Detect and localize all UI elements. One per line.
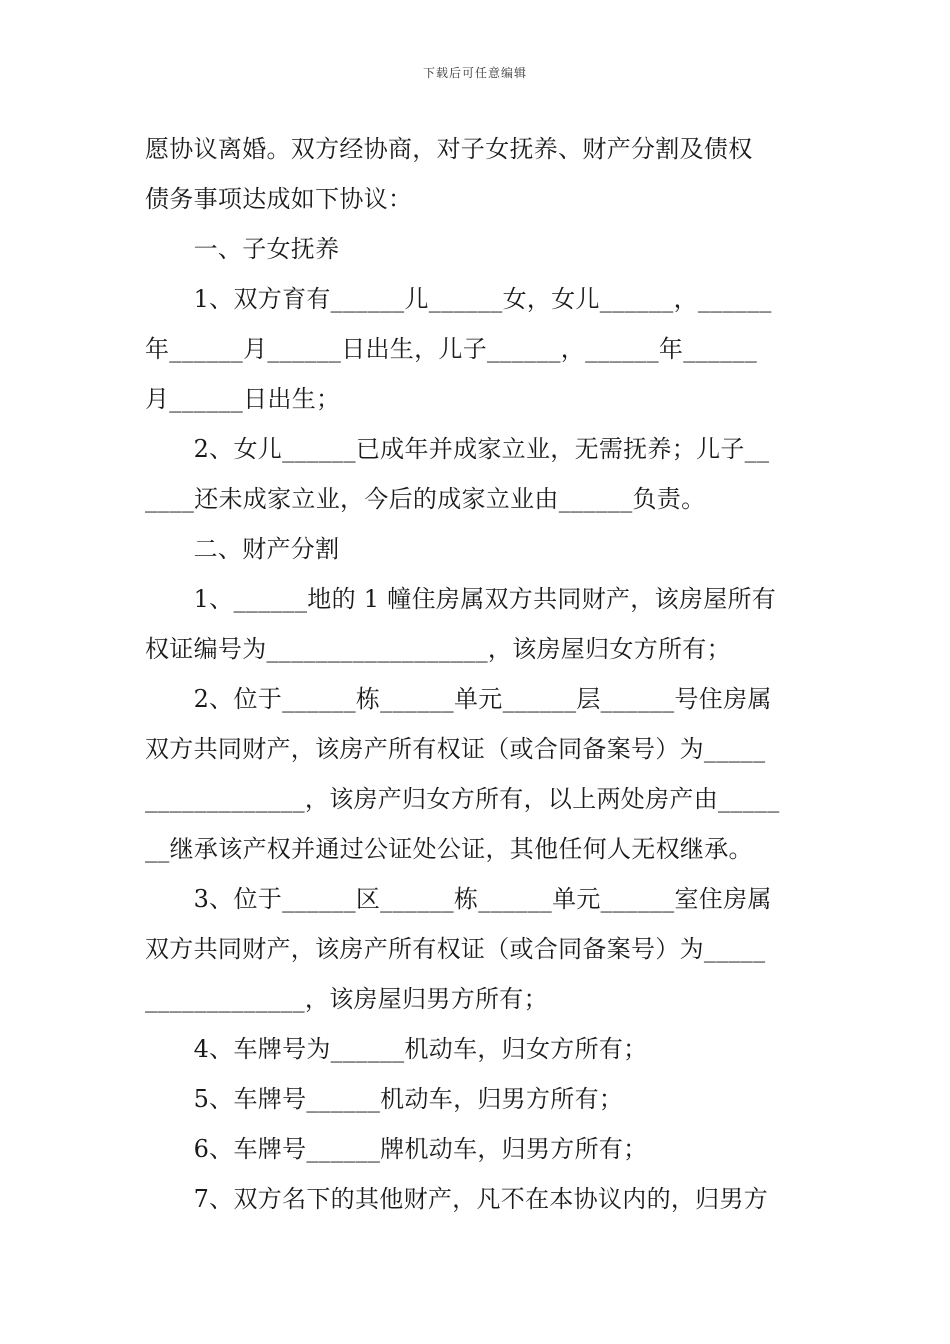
text-line: 双方共同财产，该房产所有权证（或合同备案号）为_____: [145, 935, 766, 963]
text-line: 1、______地的 1 幢住房属双方共同财产，该房屋所有: [145, 585, 777, 613]
text-line: 3、位于______区______栋______单元______室住房属: [145, 885, 772, 913]
text-line: _____________，该房产归女方所有，以上两处房产由_____: [145, 785, 780, 813]
text-line: 月______日出生；: [145, 385, 341, 413]
text-line: 5、车牌号______机动车，归男方所有；: [145, 1085, 624, 1113]
text-line: 4、车牌号为______机动车，归女方所有；: [145, 1035, 648, 1063]
text-line: _____________，该房屋归男方所有；: [145, 985, 548, 1013]
text-line: 双方共同财产，该房产所有权证（或合同备案号）为_____: [145, 735, 766, 763]
text-line: 债务事项达成如下协议：: [145, 185, 413, 213]
text-line: 权证编号为__________________，该房屋归女方所有；: [145, 635, 731, 663]
text-line: 2、女儿______已成年并成家立业，无需抚养；儿子__: [145, 435, 770, 463]
text-line: 愿协议离婚。双方经协商，对子女抚养、财产分割及债权: [145, 135, 753, 163]
text-line: __继承该产权并通过公证处公证，其他任何人无权继承。: [145, 835, 753, 863]
text-line: ____还未成家立业，今后的成家立业由______负责。: [145, 485, 706, 513]
section-heading: 一、子女抚养: [145, 235, 340, 263]
document-body: [145, 124, 810, 1224]
text-line: 1、双方育有______儿______女，女儿______，______: [145, 285, 772, 313]
page-header-note: 下载后可任意编辑: [422, 66, 527, 80]
section-heading: 二、财产分割: [145, 535, 340, 563]
text-line: 7、双方名下的其他财产，凡不在本协议内的，归男方: [145, 1185, 769, 1213]
text-line: 6、车牌号______牌机动车，归男方所有；: [145, 1135, 648, 1163]
text-line: 2、位于______栋______单元______层______号住房属: [145, 685, 772, 713]
text-line: 年______月______日出生，儿子______，______年______: [145, 335, 757, 363]
